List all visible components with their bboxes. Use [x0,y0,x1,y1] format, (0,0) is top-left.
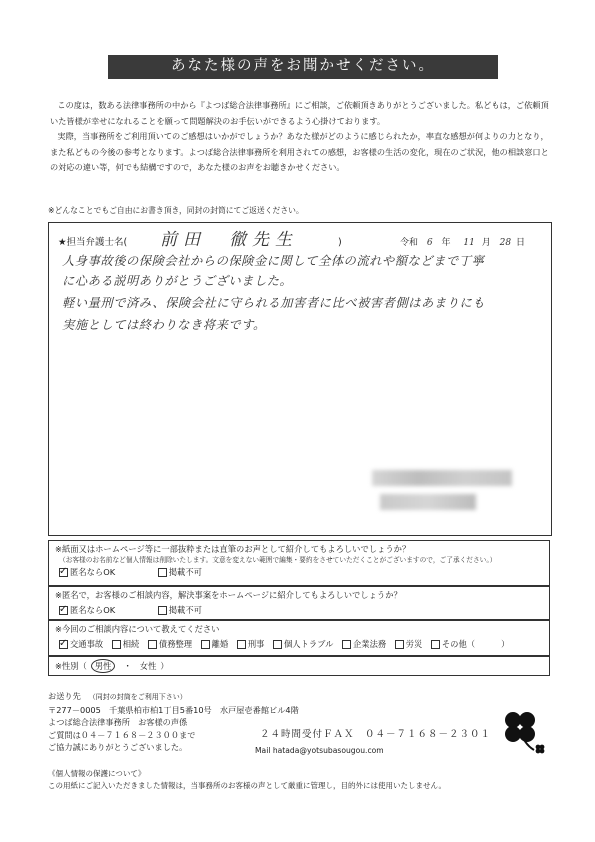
option-personal-trouble[interactable] [273,638,333,650]
option-label: 相続 [122,639,140,650]
checkbox-icon[interactable] [395,640,404,649]
checkbox-icon[interactable] [201,640,210,649]
address-line-1: 〒277－0005 千葉県柏市柏1丁目5番10号 水戸屋壱番館ビル4階 [48,704,299,715]
question-anonymous-text: ※匿名で，お客様のご相談内容，解決事案をホームページに紹介してもよろしいでしょうか？ [55,590,402,600]
gender-close: ） [160,660,169,671]
option-label: 匿名ならOK [70,567,116,578]
option-label: 掲載不可 [168,567,202,578]
checkbox-icon[interactable] [273,640,282,649]
lawyer-label-close: ) [338,237,342,248]
option-corporate[interactable] [342,638,386,650]
option-anonymous-ok[interactable] [59,566,115,578]
option-other-close: ） [501,639,510,650]
privacy-title: 《個人情報の保護について》 [48,769,146,778]
send-to-note: （同封の封筒をご利用下さい） [88,693,187,701]
option-labor-accident[interactable] [395,638,423,650]
handwritten-line-1: 人身事故後の保険会社からの保険金に関して全体の流れや額などまで丁寧 [62,254,485,268]
checkbox-checked-icon[interactable] [59,640,68,649]
handwritten-line-2: に心ある説明ありがとうございました。 [62,274,293,288]
option-label: 企業法務 [352,639,387,650]
intro-text [50,98,556,176]
option-other[interactable] [431,638,510,650]
address-line-2: よつば総合法律事務所 お客様の声係 [48,717,188,727]
send-to-label: お送り先 [48,691,81,701]
date-day: 28 [499,238,512,248]
option-not-publish[interactable] [158,566,202,578]
option-divorce[interactable] [201,638,229,650]
send-to-line [48,690,299,704]
question-consult-type-section [48,620,550,656]
mailing-address-block [48,690,299,754]
option-label: 交通事故 [70,639,104,650]
free-comment-note: ※どんなことでもご自由にお書き頂き，同封の封筒にてご返送ください。 [48,206,304,215]
question-publish-subnote: （お客様のお名前など個人情報は削除いたします。文意を変えない範囲で編集・要約をさせていただくことがございますので，ご了承ください。） [59,556,497,565]
handwritten-line-3: 軽い量刑で済み、保険会社に守られる加害者に比べ被害者側はあまりにも [62,296,486,310]
option-label: その他（ [441,639,476,650]
fax-number: ２４時間受付ＦＡＸ ０４－７１６８－２３０１ [260,729,492,740]
redacted-signature-line-1 [372,470,512,486]
checkbox-icon[interactable] [342,640,351,649]
date-day-unit: 日 [515,238,525,248]
gender-female-option[interactable]: 女性 [139,660,157,671]
redacted-signature-line-2 [380,494,476,510]
option-label: 刑事 [247,639,265,650]
date-year: 6 [426,238,433,248]
question-consult-type-text: ※今回のご相談内容について教えてください [55,624,220,634]
option-label: 個人トラブル [283,639,334,650]
question-publish-text: ※紙面又はホームページ等に一部抜粋または直筆のお声として紹介してもよろしいでしょうか？ [55,544,411,554]
lawyer-name-handwritten: 前田 徹先生 [160,230,298,250]
email-address[interactable]: Mail hatada@yotsubasougou.com [255,746,384,755]
question-publish-section [48,540,550,586]
lawyer-label-text: ★担当弁護士名( [58,237,128,248]
checkbox-icon[interactable] [148,640,157,649]
question-anonymous-section [48,586,550,620]
option-traffic-accident[interactable] [59,638,103,650]
option-inheritance[interactable] [112,638,140,650]
option-label: 離婚 [211,639,229,650]
privacy-body: この用紙にご記入いただきました情報は，当事務所のお客様の声として厳重に管理し，目的外には使用いたしません。 [48,781,446,790]
date-month: 11 [463,238,475,248]
date-era: 令和 [400,238,419,248]
option-label: 労災 [405,639,423,650]
checkbox-icon[interactable] [112,640,121,649]
handwritten-line-4: 実施としては終わりなき将来です。 [62,318,266,332]
thanks-text: ご協力誠にありがとうございました。 [48,742,188,752]
privacy-notice [48,768,446,792]
date-field [400,237,525,251]
date-year-unit: 年 [441,238,451,248]
gender-label: ※性別（ [55,660,87,671]
lawyer-label [58,236,127,250]
checkbox-checked-icon[interactable] [59,568,68,577]
checkbox-icon[interactable] [431,640,440,649]
page-title-banner: あなた様の声をお聞かせください。 [108,55,498,79]
checkbox-checked-icon[interactable] [59,606,68,615]
option-anonymous-ok[interactable] [59,604,115,616]
checkbox-icon[interactable] [158,568,167,577]
option-criminal[interactable] [237,638,265,650]
option-label: 債務整理 [158,639,193,650]
option-label: 匿名ならOK [70,605,116,616]
date-month-unit: 月 [481,238,491,248]
clover-logo-icon [490,700,550,760]
inquiry-phone: ご質問は０４－７１６８－２３００まで [48,729,196,740]
option-label: 掲載不可 [168,605,202,616]
gender-male-option[interactable]: 男性 [91,659,116,673]
consult-type-options [59,638,549,653]
question-anonymous-options [59,604,549,619]
checkbox-icon[interactable] [158,606,167,615]
option-debt[interactable] [148,638,192,650]
checkbox-icon[interactable] [237,640,246,649]
option-not-publish[interactable] [158,604,202,616]
intro-paragraph-1: この度は，数ある法律事務所の中から『よつば総合法律事務所』にご相談，ご依頼頂きありがとうございました。私どもは，ご依頼頂いた皆様が幸せになれることを願って問題解決のお手伝いができるよう心掛けております。 [50,100,549,126]
gender-separator: ・ [123,660,132,671]
question-publish-options [59,566,549,581]
gender-section [48,656,550,676]
intro-paragraph-2: 実際，当事務所をご利用頂いてのご感想はいかがでしょうか？あなた様がどのように感じられたか，率直な感想が何よりの力となり，また私どもの今後の参考となります。よつば総合法律事務所を利用されての感想，お客様の生活の変化，現在のご状況，他の相談窓口との対応の違い等，何でも結構ですので，あなた様のお声をお聴きかせください。 [50,131,549,172]
